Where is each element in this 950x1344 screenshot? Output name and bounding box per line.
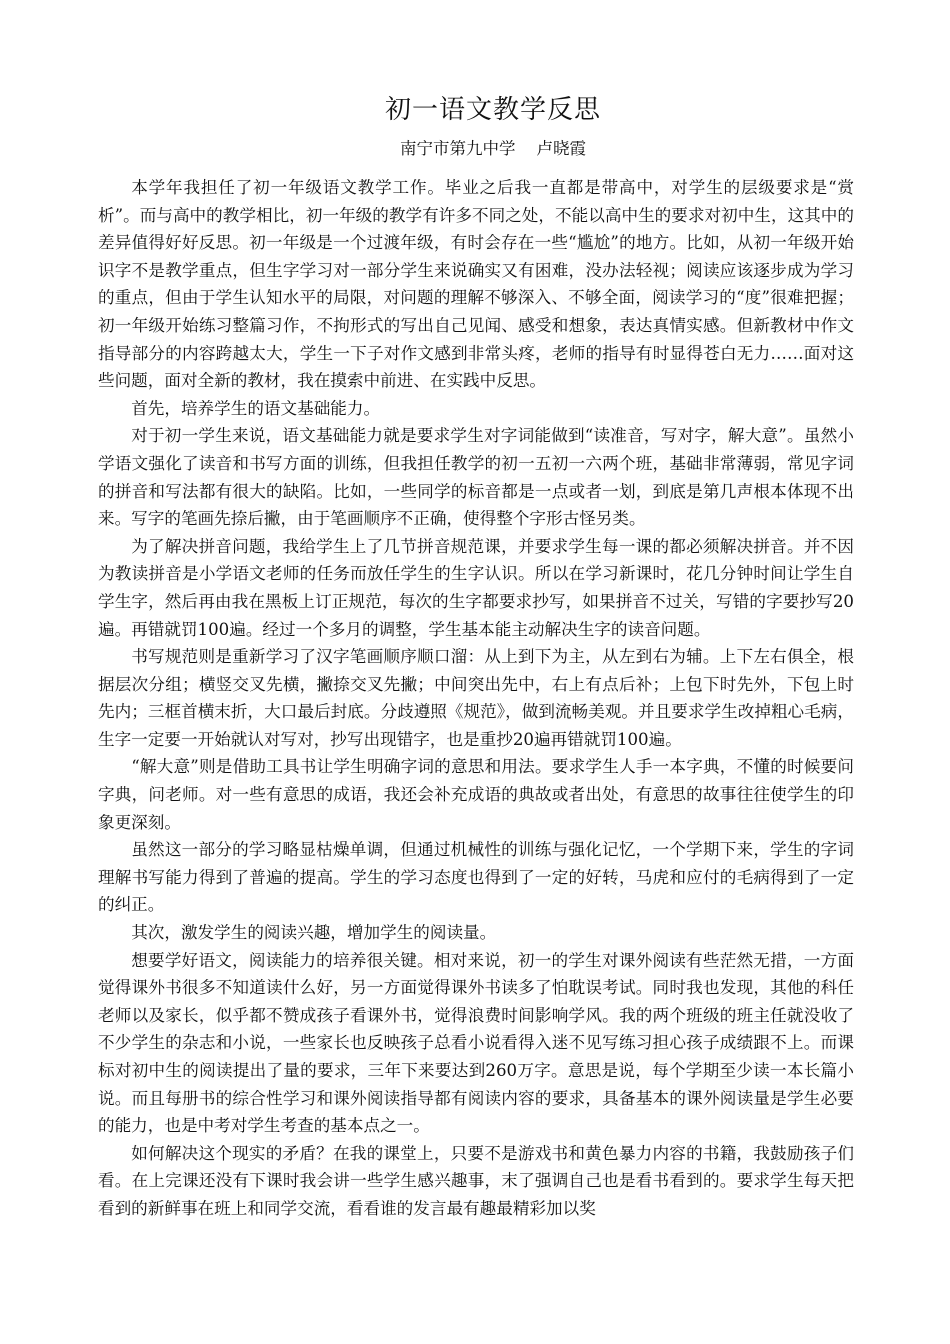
- paragraph-heading-second: 其次，激发学生的阅读兴趣，增加学生的阅读量。: [131, 923, 497, 943]
- document-body: [98, 174, 854, 1223]
- paragraph-heading-first: 首先，培养学生的语文基础能力。: [131, 398, 381, 418]
- document-title: 初一语文教学反思: [384, 95, 601, 125]
- paragraph-results: 虽然这一部分的学习略显枯燥单调，但通过机械性的训练与强化记忆，一个学期下来，学生的字词理解书写能力得到了普遍的提高。学生的学习态度也得到了一定的好转，马虎和应付的毛病得到了一定的纠正。: [98, 840, 854, 915]
- paragraph-solution: 如何解决这个现实的矛盾？在我的课堂上，只要不是游戏书和黄色暴力内容的书籍，我鼓励孩子们看。在上完课还没有下课时我会讲一些学生感兴趣事，末了强调自己也是看书看到的。要求学生每天把看到的新鲜事在班上和同学交流，看看谁的发言最有趣最精彩加以奖: [98, 1143, 854, 1218]
- paragraph-basic-ability: 对于初一学生来说，语文基础能力就是要求学生对字词能做到“读准音，写对字，解大意”。虽然小学语文强化了读音和书写方面的训练，但我担任教学的初一五初一六两个班，基础非常薄弱，常见字词的拼音和写法都有很大的缺陷。比如，一些同学的标音都是一点或者一划，到底是第几声根本体现不出来。写字的笔画先捺后撇，由于笔画顺序不正确，使得整个字形古怪另类。: [98, 426, 854, 529]
- paragraph-intro: 本学年我担任了初一年级语文教学工作。毕业之后我一直都是带高中，对学生的层级要求是“赏析”。而与高中的教学相比，初一年级的教学有许多不同之处，不能以高中生的要求对初中生，这其中的差异值得好好反思。初一年级是一个过渡年级，有时会存在一些“尴尬”的地方。比如，从初一年级开始识字不是教学重点，但生字学习对一部分学生来说确实又有困难，没办法轻视；阅读应该逐步成为学习的重点，但由于学生认知水平的局限，对问题的理解不够深入、不够全面，阅读学习的“度”很难把握；初一年级开始练习整篇习作，不拘形式的写出自己见闻、感受和想象，表达真情实感。但新教材中作文指导部分的内容跨越太大，学生一下子对作文感到非常头疼，老师的指导有时显得苍白无力……面对这些问题，面对全新的教材，我在摸索中前进、在实践中反思。: [98, 178, 854, 391]
- document-author: 南宁市第九中学 卢晓霞: [400, 139, 586, 158]
- paragraph-pinyin: 为了解决拼音问题，我给学生上了几节拼音规范课，并要求学生每一课的都必须解决拼音。并不因为教读拼音是小学语文老师的任务而放任学生的生字认识。所以在学习新课时，花几分钟时间让学生自学生字，然后再由我在黑板上订正规范，每次的生字都要求抄写，如果拼音不过关，写错的字要抄写20遍。再错就罚100遍。经过一个多月的调整，学生基本能主动解决生字的读音问题。: [98, 536, 854, 639]
- document-page: [98, 90, 854, 1223]
- paragraph-writing-rules: 书写规范则是重新学习了汉字笔画顺序顺口溜：从上到下为主，从左到右为辅。上下左右俱全，根据层次分组；横竖交叉先横，撇捺交叉先撇；中间突出先中，右上有点后补；上包下时先外，下包上时先内；三框首横末折，大口最后封底。分歧遵照《规范》，做到流畅美观。并且要求学生改掉粗心毛病，生字一定要一开始就认对写对，抄写出现错字，也是重抄20遍再错就罚100遍。: [98, 647, 854, 749]
- paragraph-meaning: “解大意”则是借助工具书让学生明确字词的意思和用法。要求学生人手一本字典，不懂的时候要问字典，问老师。对一些有意思的成语，我还会补充成语的典故或者出处，有意思的故事往往使学生的印象更深刻。: [98, 757, 854, 832]
- paragraph-reading: 想要学好语文，阅读能力的培养很关键。相对来说，初一的学生对课外阅读有些茫然无措，一方面觉得课外书很多不知道读什么好，另一方面觉得课外书读多了怕耽误考试。同时我也发现，其他的科任老师以及家长，似乎都不赞成孩子看课外书，觉得浪费时间影响学风。我的两个班级的班主任就没收了不少学生的杂志和小说，一些家长也反映孩子总看小说看得入迷不见写练习担心孩子成绩跟不上。而课标对初中生的阅读提出了量的要求，三年下来要达到260万字。意思是说，每个学期至少读一本长篇小说。而且每册书的综合性学习和课外阅读指导都有阅读内容的要求，具备基本的课外阅读量是学生必要的能力，也是中考对学生考查的基本点之一。: [98, 950, 854, 1136]
